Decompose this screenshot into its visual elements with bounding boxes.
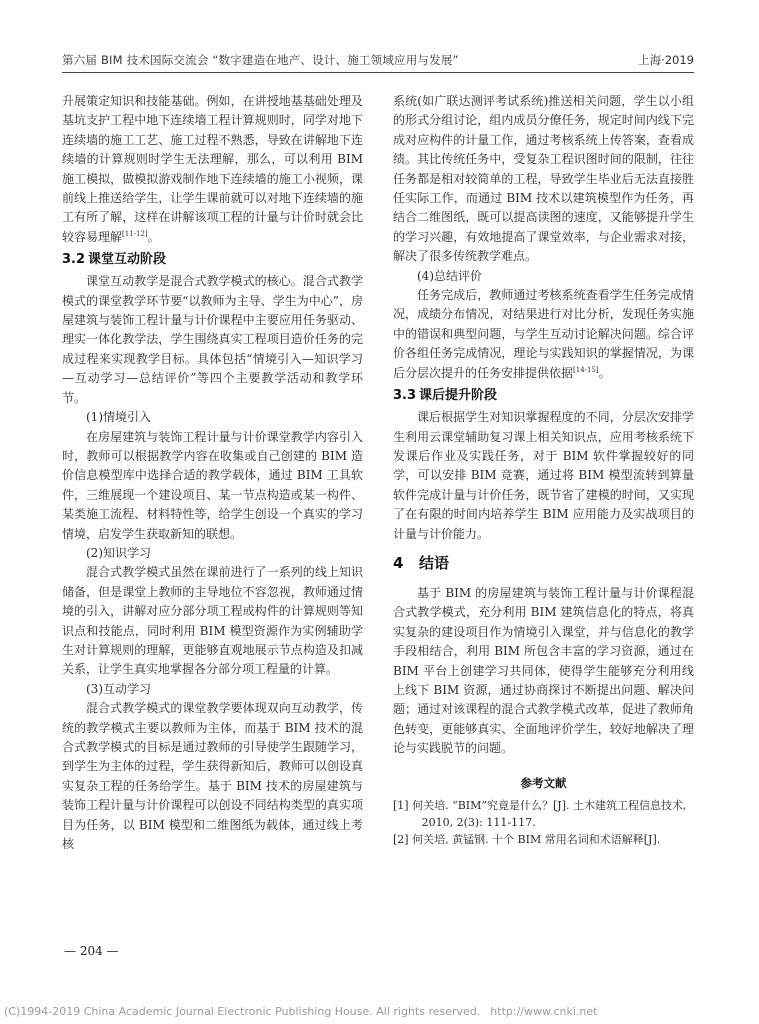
footer-url[interactable]: http://www.cnki.net [490, 1005, 598, 1018]
paragraph: 任务完成后，教师通过考核系统查看学生任务完成情况，成绩分布情况，对结果进行对比分析，发现任务实施中的错误和典型问题，与学生互动讨论解决问题。综合评价各组任务完成情况，理论与实践知识的掌握情况，为课后分层次提升的任务安排提供依据[14-15]。 [393, 288, 694, 380]
footer [4, 1005, 597, 1018]
section-heading-4 [393, 552, 694, 574]
section-heading-3-2 [62, 249, 363, 271]
paragraph: 在房屋建筑与装饰工程计量与计价课堂教学内容引入时，教师可以根据教学内容在收集或自己创建的 BIM 造价信息模型库中选择合适的教学载体，通过 BIM 工具软件，三维展现一个建设项目、某一节点构造或某一构件、某类施工流程、材料特性等，给学生创设一个真实的学习情境，启发学生获取新知的联想。 [62, 429, 363, 541]
footer-copyright: (C)1994-2019 China Academic Journal Electronic Publishing House. All rights reserved. [4, 1005, 481, 1018]
header-conference-title: 第六届 BIM 技术国际交流会 “数字建造在地产、设计、施工领域应用与发展” [62, 53, 459, 67]
page-number: — 204 — [64, 944, 119, 958]
section-title: 课后提升阶段 [419, 388, 498, 404]
paragraph-conclusion: 基于 BIM 的房屋建筑与装饰工程计量与计价课程混合式教学模式，充分利用 BIM 建筑信息化的特点，将真实复杂的建设项目作为情境引入课堂，并与信息化的教学手段相结合，利用 BIM 所包含丰富的学习资源，通过在 BIM 平台上创建学习共同体，使得学生能够充分利用线上线下 BIM 资源，通过协商探讨不断提出问题、解决问题；通过对该课程的混合式教学模式改革，促进了教师角色转变，更能够真实、全面地评价学生，较好地解决了理论与实践脱节的问题。 [393, 585, 694, 756]
paragraph: 混合式教学模式的课堂教学要体现双向互动教学，传统的教学模式主要以教师为主体，而基于 BIM 技术的混合式教学模式的目标是通过教师的引导使学生跟随学习，到学生为主体的过程，学生获得新知后，教师可以创设真实复杂工程的任务给学生。基于 BIM 技术的房屋建筑与装饰工程计量与计价课程可以创设不同结构类型的真实项目为任务，以 BIM 模型和二维图纸为载体，通过线上考核 [62, 701, 363, 852]
citation: [14-15] [573, 365, 599, 374]
subheading-knowledge: (2)知识学习 [86, 545, 151, 560]
section-title: 课堂互动阶段 [88, 252, 167, 268]
running-header [62, 50, 694, 73]
subheading-scenario: (1)情境引入 [86, 410, 151, 425]
section-number: 4 [393, 553, 404, 572]
section-number: 3.2 [62, 252, 86, 268]
reference-item: [2] 何关培, 黄锰钢. 十个 BIM 常用名词和术语解释[J]. [393, 832, 661, 846]
paragraph: 混合式教学模式虽然在课前进行了一系列的线上知识储备，但是课堂上教师的主导地位不容忽视，教师通过情境的引入，讲解对应分部分项工程或构件的计算规则等知识点和技能点，同时利用 BIM 模型资源作为实例辅助学生对计算规则的理解，更能够直观地展示节点构造及扣减关系，让学生真实地掌握各分部分项工程量的计算。 [62, 565, 363, 677]
paragraph: 课堂互动教学是混合式教学模式的核心。混合式教学模式的课堂教学环节要“以教师为主导、学生为中心”，房屋建筑与装饰工程计量与计价课程中主要应用任务驱动、理实一体化教学法，学生围绕真实工程项目造价任务的完成过程来实现教学目标。具体包括“情境引入—知识学习—互动学习—总结评价”等四个主要教学活动和教学环节。 [62, 274, 363, 405]
subheading-summary: (4)总结评价 [417, 268, 482, 283]
reference-item: [1] 何关培. “BIM”究竟是什么？[J]. 土木建筑工程信息技术, 2010, 2(3): 111-117. [393, 798, 687, 829]
section-number: 3.3 [393, 388, 417, 404]
subheading-interaction: (3)互动学习 [86, 681, 151, 696]
left-column [62, 92, 363, 854]
right-column [393, 92, 694, 848]
paragraph-continued: 系统(如广联达测评考试系统)推送相关问题，学生以小组的形式分组讨论，组内成员分僚任务，规定时间内线下完成对应构件的计量工作，通过考核系统上传答案，查看成绩。其比传统任务中，受复杂工程识图时间的限制，往往任务都是相对较简单的工程，导致学生毕业后无法直接胜任实际工作，而通过 BIM 技术以建筑模型作为任务，再结合二维图纸，既可以提高读图的速度，又能够提升学生的学习兴趣，有效地提高了课堂效率，与企业需求对接，解决了很多传统教学难点。 [393, 94, 694, 264]
section-title: 结语 [419, 553, 450, 572]
header-location-year: 上海·2019 [638, 53, 694, 67]
paragraph: 课后根据学生对知识掌握程度的不同，分层次安排学生利用云课堂辅助复习课上相关知识点，应用考核系统下发课后作业及实践任务，对于 BIM 软件掌握较好的同学，可以安排 BIM 竞赛，通过将 BIM 模型流转到算量软件完成计量与计价任务，既节省了建模的时间，又实现了在有限的时间内培养学生 BIM 应用能力及实战项目的计量与计价能力。 [393, 410, 694, 541]
citation: [11-12] [122, 229, 148, 238]
section-heading-3-3 [393, 385, 694, 407]
paragraph-intro: 升展策定知识和技能基础。例如，在讲授地基基础处理及基坑支护工程中地下连续墙工程计算规则时，同学对地下连续墙的施工工艺、施工过程不熟悉，导致在讲解地下连续墙的计算规则时学生无法理解，那么，可以利用 BIM 施工模拟，做模拟游戏制作地下连续墙的施工小视频，课前线上推送给学生，让学生课前就可以对地下连续墙的施工有所了解，这样在讲解该项工程的计量与计价时就会比较容易理解[11-12]。 [62, 94, 363, 244]
references-title: 参考文献 [520, 775, 567, 790]
